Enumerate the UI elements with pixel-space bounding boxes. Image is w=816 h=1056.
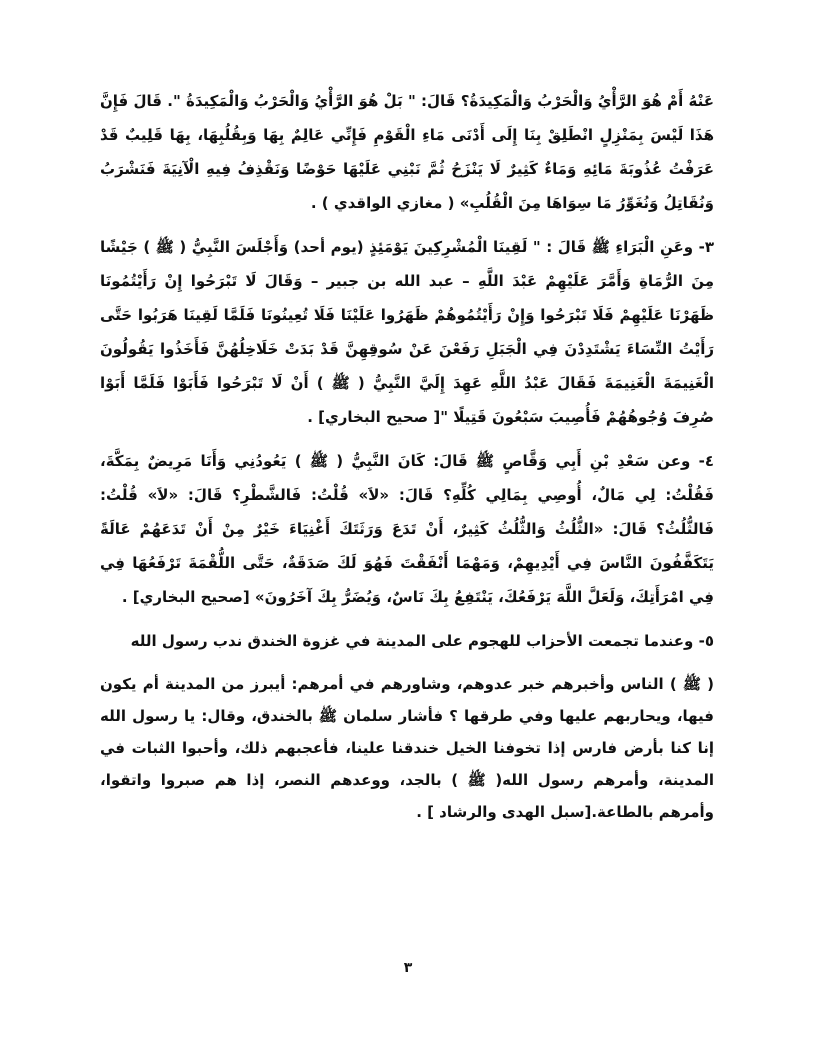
paragraph-text: وعَنِ الْبَرَاءِ ﷺ قَالَ : " لَقِينَا الْمُشْرِكِينَ يَوْمَئِذٍ (يوم أحد) وَأَجْلَسَ النَّبِيُّ ( ﷺ ) جَيْشًا مِنَ الرُّمَاةِ وَأَمَّرَ عَلَيْهِمْ عَبْدَ اللَّهِ – عبد الله بن جبير – وَقَالَ لَا تَبْرَحُوا إِنْ رَأَيْتُمُونَا ظَهَرْنَا عَلَيْهِمْ فَلَا تَبْرَحُوا وَإِنْ رَأَيْتُمُوهُمْ ظَهَرُوا عَلَيْنَا فَلَا تُعِينُونَا فَلَمَّا لَقِينَا هَرَبُوا حَتَّى رَأَيْتُ النِّسَاءَ يَشْتَدِدْنَ فِي الْجَبَلِ رَفَعْنَ عَنْ سُوقِهِنَّ قَدْ بَدَتْ خَلَاخِلُهُنَّ فَأَخَذُوا يَقُولُونَ الْغَنِيمَةَ الْغَنِيمَةَ فَقَالَ عَبْدُ اللَّهِ عَهِدَ إِلَيَّ النَّبِيُّ ( ﷺ ) أَنْ لَا تَبْرَحُوا فَأَبَوْا فَلَمَّا أَبَوْا صُرِفَ وُجُوهُهُمْ فَأُصِيبَ سَبْعُونَ قَتِيلًا "[ صحيح البخاري] . [100,238,714,426]
paragraph-continuation [100,84,714,220]
paragraph-3 [100,230,714,434]
paragraph-4 [100,444,714,614]
paragraph-number: ٥- [698,632,714,650]
page-number: ٣ [403,960,413,976]
paragraph-5 [100,624,714,658]
paragraph-number: ٣- [698,238,714,256]
paragraph-5-body [100,668,714,828]
document-body [100,84,714,828]
paragraph-text: وعندما تجمعت الأحزاب للهجوم على المدينة في غزوة الخندق ندب رسول الله [130,632,694,650]
paragraph-number: ٤- [698,452,714,470]
paragraph-text: وعن سَعْدِ بْنِ أَبِي وَقَّاصٍ ﷺ قَالَ: كَانَ النَّبِيُّ ( ﷺ ) يَعُودُنِي وَأَنَا مَرِيضٌ بِمَكَّةَ، فَقُلْتُ: لِي مَالٌ، أُوصِي بِمَالِي كُلِّهِ؟ قَالَ: «لاَ» قُلْتُ: فَالشَّطْرِ؟ قَالَ: «لاَ» قُلْتُ: فَالثُّلُثُ؟ قَالَ: «الثُّلُثُ وَالثُّلُثُ كَثِيرٌ، أَنْ تَدَعَ وَرَثَتَكَ أَغْنِيَاءَ خَيْرٌ مِنْ أَنْ تَدَعَهُمْ عَالَةً يَتَكَفَّفُونَ النَّاسَ فِي أَيْدِيهِمْ، وَمَهْمَا أَنْفَقْتَ فَهُوَ لَكَ صَدَقَةٌ، حَتَّى اللُّقْمَةَ تَرْفَعُهَا فِي فِي امْرَأَتِكَ، وَلَعَلَّ اللَّهَ يَرْفَعُكَ، يَنْتَفِعُ بِكَ نَاسٌ، وَيُضَرُّ بِكَ آخَرُونَ» [صحيح البخاري] . [100,452,714,606]
paragraph-text: ( ﷺ ) الناس وأخبرهم خبر عدوهم، وشاورهم في أمرهم: أيبرز من المدينة أم يكون فيها، ويحاربهم عليها وفي طرقها ؟ فأشار سلمان ﷺ بالخندق، وقال: يا رسول الله إنا كنا بأرض فارس إذا تخوفنا الخيل خندقنا علينا، فأعجبهم ذلك، وأحبوا الثبات في المدينة، وأمرهم رسول الله( ﷺ ) بالجد، ووعدهم النصر، إذا هم صبروا واتقوا، وأمرهم بالطاعة.[سبل الهدى والرشاد ] . [100,675,714,821]
paragraph-text: عَنْهُ أَمْ هُوَ الرَّأْيُ وَالْحَرْبُ وَالْمَكِيدَةُ؟ قَالَ: " بَلْ هُوَ الرَّأْيُ وَالْحَرْبُ وَالْمَكِيدَةُ ". قَالَ فَإِنَّ هَذَا لَيْسَ بِمَنْزِلٍ انْطَلِقْ بِنَا إِلَى أَدْنَى مَاءِ الْقَوْمِ فَإِنِّي عَالِمٌ بِهَا وَبِقُلُبِهَا، بِهَا قَلِيبٌ قَدْ عَرَفْتُ عُذُوبَةَ مَائِهِ وَمَاءٌ كَثِيرٌ لَا يَنْزَحُ ثُمَّ نَبْنِي عَلَيْهَا حَوْضًا وَنَقْذِفُ فِيهِ الْآنِيَةَ فَنَشْرَبُ وَنُقَاتِلُ وَنُغَوِّرُ مَا سِوَاهَا مِنَ الْقُلُبِ» ( مغازي الواقدي ) . [100,92,714,212]
